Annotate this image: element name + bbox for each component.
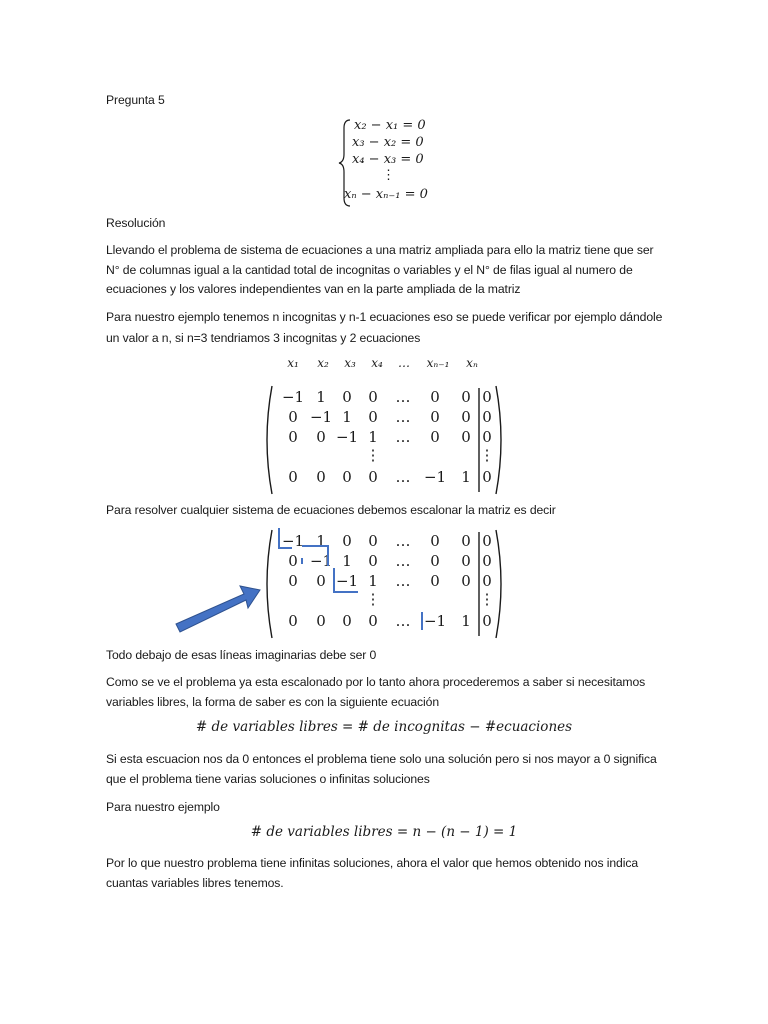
matrix2-cell-r1-c6: 0 [430,532,440,550]
echelon-matrix [262,528,512,640]
paragraph-5: Como se ve el problema ya esta escalonado por lo tanto ahora procederemos a saber si necesitamos variables libres, la forma de saber es con la siguiente ecuación [106,675,646,709]
matrix2-cell-r1-c8: 0 [482,532,492,550]
matrix2-cell-r2-c6: 0 [430,552,440,570]
matrix-header-x2: x₂ [317,356,329,370]
matrix1-cell-r5-c1: 0 [288,468,298,486]
matrix1-cell-r1-c6: 0 [430,388,440,406]
matrix2-cell-r2-c3: 1 [342,552,352,570]
system-row-2: x₃ − x₂ = 0 [352,135,424,150]
matrix2-cell-r1-c3: 0 [342,532,352,550]
matrix2-cell-r3-c4: 1 [368,572,378,590]
matrix2-cell-r1-c7: 0 [461,532,471,550]
matrix1-cell-r3-c1: 0 [288,428,298,446]
matrix1-cell-r3-c6: 0 [430,428,440,446]
matrix2-cell-r1-c2: 1 [316,532,326,550]
matrix2-cell-r5-c4: 0 [368,612,378,630]
matrix2-cell-r3-c1: 0 [288,572,298,590]
matrix1-cell-r2-c4: 0 [368,408,378,426]
matrix2-cell-r4-c8: ⋮ [479,590,495,608]
formula-free-variables: # de variables libres = # de incognitas − #ecuaciones [195,719,573,735]
matrix1-cell-r4-c4: ⋮ [365,446,381,464]
matrix1-cell-r5-c7: 1 [461,468,471,486]
paragraph-8: Por lo que nuestro problema tiene infinitas soluciones, ahora el valor que hemos obtenido nos indica cuantas variables libres tenemos. [106,856,639,890]
matrix1-cell-r3-c3: −1 [335,428,359,446]
matrix2-cell-r2-c4: 0 [368,552,378,570]
paragraph-2: Para nuestro ejemplo tenemos n incognitas y n-1 ecuaciones eso se puede verificar por ejemplo dándole un valor a n, si n=3 tendriamos 3 incognitas y 2 ecuaciones [106,310,663,345]
matrix2-cell-r5-c6: −1 [423,612,447,630]
staircase-lines-icon [262,528,512,640]
matrix2-cell-r3-c7: 0 [461,572,471,590]
paragraph-4: Todo debajo de esas líneas imaginarias debe ser 0 [106,648,377,662]
matrix1-cell-r3-c5: … [395,428,411,446]
matrix2-cell-r2-c2: −1 [309,552,333,570]
matrix2-cell-r5-c2: 0 [316,612,326,630]
matrix2-cell-r3-c3: −1 [335,572,359,590]
matrix1-cell-r4-c8: ⋮ [479,446,495,464]
system-row-last: xₙ − xₙ₋₁ = 0 [344,187,428,202]
matrix1-cell-r5-c3: 0 [342,468,352,486]
paragraph-6: Si esta escuacion nos da 0 entonces el problema tiene solo una solución pero si nos mayor a 0 significa que el problema tiene varias soluciones o infinitas soluciones [106,752,657,786]
matrix-header-x4: x₄ [371,356,383,370]
matrix2-cell-r3-c6: 0 [430,572,440,590]
equation-system [338,118,448,208]
matrix1-cell-r2-c1: 0 [288,408,298,426]
matrix1-cell-r5-c8: 0 [482,468,492,486]
matrix1-cell-r3-c2: 0 [316,428,326,446]
matrix1-cell-r1-c4: 0 [368,388,378,406]
matrix1-cell-r3-c8: 0 [482,428,492,446]
augmented-matrix [262,356,512,496]
formula-example: # de variables libres = n − (n − 1) = 1 [250,824,518,840]
matrix1-cell-r2-c6: 0 [430,408,440,426]
resolution-heading: Resolución [106,216,166,230]
matrix-header-dots: … [398,356,410,370]
matrix1-cell-r2-c5: … [395,408,411,426]
paragraph-7: Para nuestro ejemplo [106,800,220,814]
matrix1-cell-r3-c7: 0 [461,428,471,446]
matrix1-cell-r1-c1: −1 [281,388,305,406]
matrix2-cell-r3-c5: … [395,572,411,590]
matrix2-cell-r4-c4: ⋮ [365,590,381,608]
paragraph-3: Para resolver cualquier sistema de ecuaciones debemos escalonar la matriz es decir [106,503,556,517]
matrix1-cell-r5-c6: −1 [423,468,447,486]
matrix2-cell-r5-c3: 0 [342,612,352,630]
matrix1-cell-r1-c7: 0 [461,388,471,406]
matrix-header-xn: xₙ [466,356,478,370]
matrix2-cell-r1-c1: −1 [281,532,305,550]
matrix1-cell-r5-c5: … [395,468,411,486]
matrix1-cell-r1-c5: … [395,388,411,406]
matrix2-cell-r2-c7: 0 [461,552,471,570]
matrix-header-xn-1: xₙ₋₁ [426,356,450,370]
matrix1-cell-r3-c4: 1 [368,428,378,446]
heading-pregunta: Pregunta 5 [106,93,165,107]
matrix2-cell-r5-c7: 1 [461,612,471,630]
matrix1-cell-r1-c8: 0 [482,388,492,406]
matrix-header-x3: x₃ [344,356,356,370]
paragraph-1: Llevando el problema de sistema de ecuaciones a una matriz ampliada para ello la matriz tiene que ser N° de columnas igual a la cantidad total de incognitas o variables y el N° de filas igual al numero de ecuaciones y los valores independientes van en la parte ampliada de la matriz [106,243,654,296]
matrix1-cell-r2-c7: 0 [461,408,471,426]
matrix2-cell-r5-c8: 0 [482,612,492,630]
matrix2-cell-r5-c5: … [395,612,411,630]
matrix1-cell-r1-c3: 0 [342,388,352,406]
system-row-1: x₂ − x₁ = 0 [354,118,426,133]
matrix2-cell-r1-c4: 0 [368,532,378,550]
matrix2-cell-r2-c5: … [395,552,411,570]
matrix2-cell-r2-c8: 0 [482,552,492,570]
matrix1-cell-r5-c4: 0 [368,468,378,486]
matrix1-cell-r2-c8: 0 [482,408,492,426]
system-row-3: x₄ − x₃ = 0 [352,152,424,167]
matrix1-cell-r2-c2: −1 [309,408,333,426]
matrix2-cell-r2-c1: 0 [288,552,298,570]
matrix1-cell-r1-c2: 1 [316,388,326,406]
matrix-header-x1: x₁ [287,356,299,370]
system-row-dots: ⋮ [382,168,395,183]
matrix1-cell-r5-c2: 0 [316,468,326,486]
pointer-arrow-icon [172,580,264,636]
matrix2-cell-r3-c8: 0 [482,572,492,590]
matrix2-cell-r1-c5: … [395,532,411,550]
matrix1-cell-r2-c3: 1 [342,408,352,426]
matrix2-cell-r3-c2: 0 [316,572,326,590]
matrix2-cell-r5-c1: 0 [288,612,298,630]
